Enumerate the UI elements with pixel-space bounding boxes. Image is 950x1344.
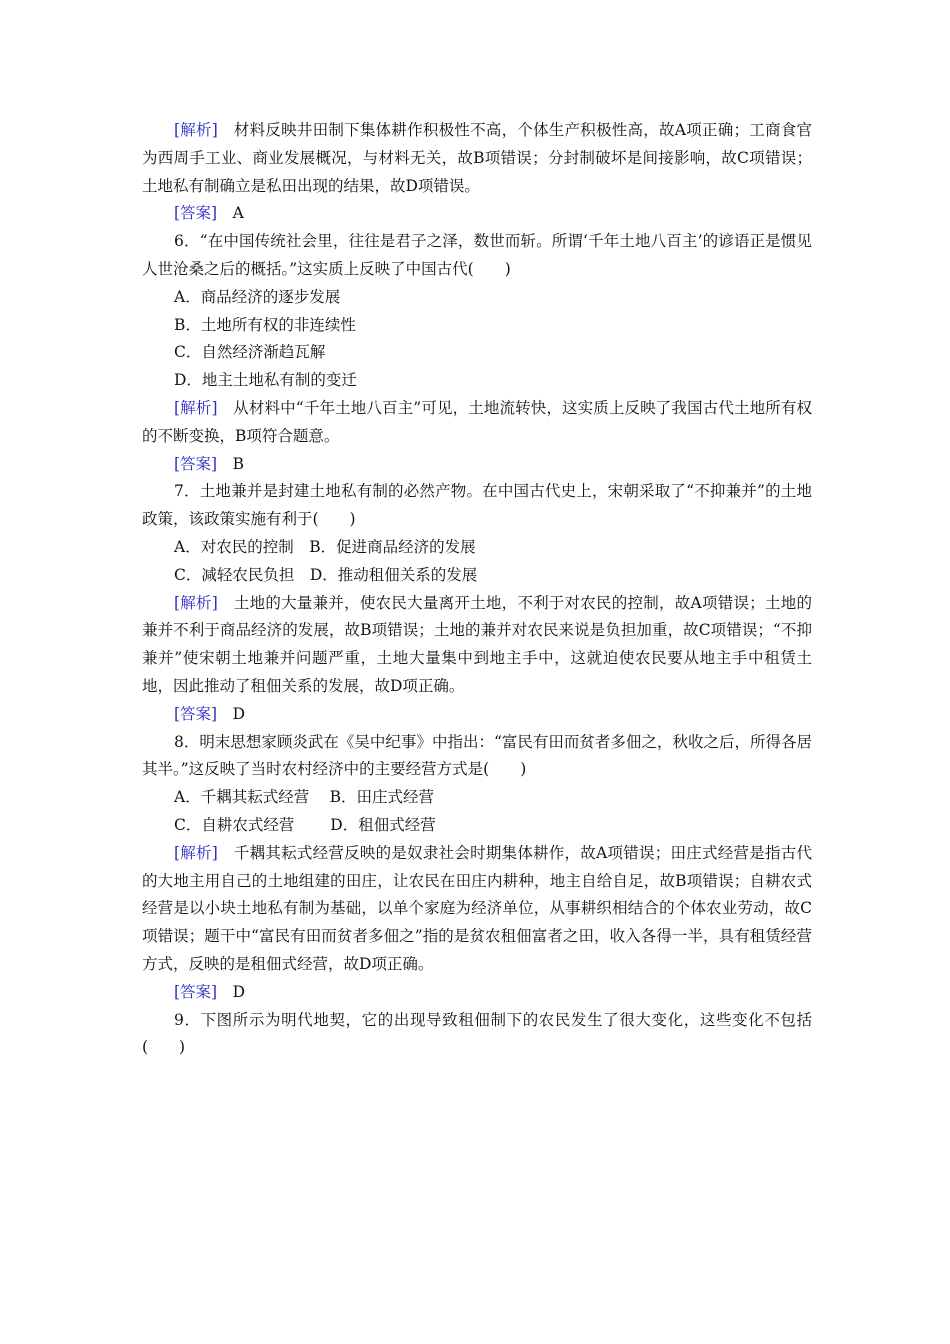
answer-paragraph bbox=[142, 979, 812, 1007]
answer-tag: [答案] bbox=[174, 704, 218, 723]
answer-paragraph bbox=[142, 701, 812, 729]
answer-text: D bbox=[217, 982, 246, 1001]
answer-tag: [答案] bbox=[174, 454, 218, 473]
answer-text: D bbox=[217, 704, 246, 723]
option-8cd: C．自耕农式经营 D．租佃式经营 bbox=[174, 815, 436, 834]
option-6c: C．自然经济渐趋瓦解 bbox=[174, 343, 326, 362]
analysis-text: 千耦其耘式经营反映的是奴隶社会时期集体耕作，故A项错误；田庄式经营是指古代的大地主用自己的土地组建的田庄，让农民在田庄内耕种，地主自给自足，故B项错误；自耕农式经营是以小块土地私有制为基础，以单个家庭为经济单位，从事耕织相结合的个体农业劳动，故C项错误；题干中“富民有田而贫者多佃之”指的是贫农租佃富者之田，收入各得一半，具有租赁经营方式，反映的是租佃式经营，故D项正确。 bbox=[142, 843, 812, 973]
question-9: 9．下图所示为明代地契，它的出现导致租佃制下的农民发生了很大变化，这些变化不包括( ) bbox=[142, 1010, 812, 1057]
analysis-text: 土地的大量兼并，使农民大量离开土地，不利于对农民的控制，故A项错误；土地的兼并不利于商品经济的发展，故B项错误；土地的兼并对农民来说是负担加重，故C项错误；“不抑兼并”使宋朝土地兼并问题严重，土地大量集中到地主手中，这就迫使农民要从地主手中租赁土地，因此推动了租佃关系的发展，故D项正确。 bbox=[142, 593, 812, 695]
analysis-tag: [解析] bbox=[174, 398, 218, 417]
answer-tag: [答案] bbox=[174, 204, 218, 223]
option-7cd: C．减轻农民负担 D．推动租佃关系的发展 bbox=[174, 565, 478, 584]
analysis-tag: [解析] bbox=[174, 593, 218, 612]
answer-text: B bbox=[217, 454, 244, 473]
answer-paragraph bbox=[142, 200, 812, 228]
option-6d: D．地主土地私有制的变迁 bbox=[174, 371, 357, 390]
analysis-text: 材料反映井田制下集体耕作积极性不高，个体生产积极性高，故A项正确；工商食官为西周手工业、商业发展概况，与材料无关，故B项错误；分封制破坏是间接影响，故C项错误；土地私有制确立是私田出现的结果，故D项错误。 bbox=[142, 121, 812, 195]
option-6a: A．商品经济的逐步发展 bbox=[174, 287, 341, 306]
answer-paragraph bbox=[142, 451, 812, 479]
answer-text: A bbox=[217, 204, 244, 223]
option-8ab: A．千耦其耘式经营 B．田庄式经营 bbox=[174, 788, 435, 807]
analysis-tag: [解析] bbox=[174, 843, 218, 862]
analysis-paragraph bbox=[142, 395, 812, 451]
analysis-paragraph bbox=[142, 117, 812, 200]
question-7: 7．土地兼并是封建土地私有制的必然产物。在中国古代史上，宋朝采取了“不抑兼并”的土地政策，该政策实施有利于( ) bbox=[142, 482, 812, 529]
document-body bbox=[142, 117, 812, 1062]
answer-tag: [答案] bbox=[174, 982, 218, 1001]
analysis-paragraph bbox=[142, 840, 812, 979]
analysis-paragraph bbox=[142, 590, 812, 701]
option-6b: B．土地所有权的非连续性 bbox=[174, 315, 356, 334]
analysis-text: 从材料中“千年土地八百主”可见，土地流转快，这实质上反映了我国古代土地所有权的不断变换，B项符合题意。 bbox=[142, 398, 812, 445]
analysis-tag: [解析] bbox=[174, 121, 218, 139]
option-7ab: A．对农民的控制 B．促进商品经济的发展 bbox=[174, 537, 476, 556]
question-6: 6．“在中国传统社会里，往往是君子之泽，数世而斩。所谓‘千年土地八百主’的谚语正是惯见人世沧桑之后的概括。”这实质上反映了中国古代( ) bbox=[142, 232, 812, 278]
question-8: 8．明末思想家顾炎武在《吴中纪事》中指出：“富民有田而贫者多佃之，秋收之后，所得各居其半。”这反映了当时农村经济中的主要经营方式是( ) bbox=[142, 732, 812, 779]
